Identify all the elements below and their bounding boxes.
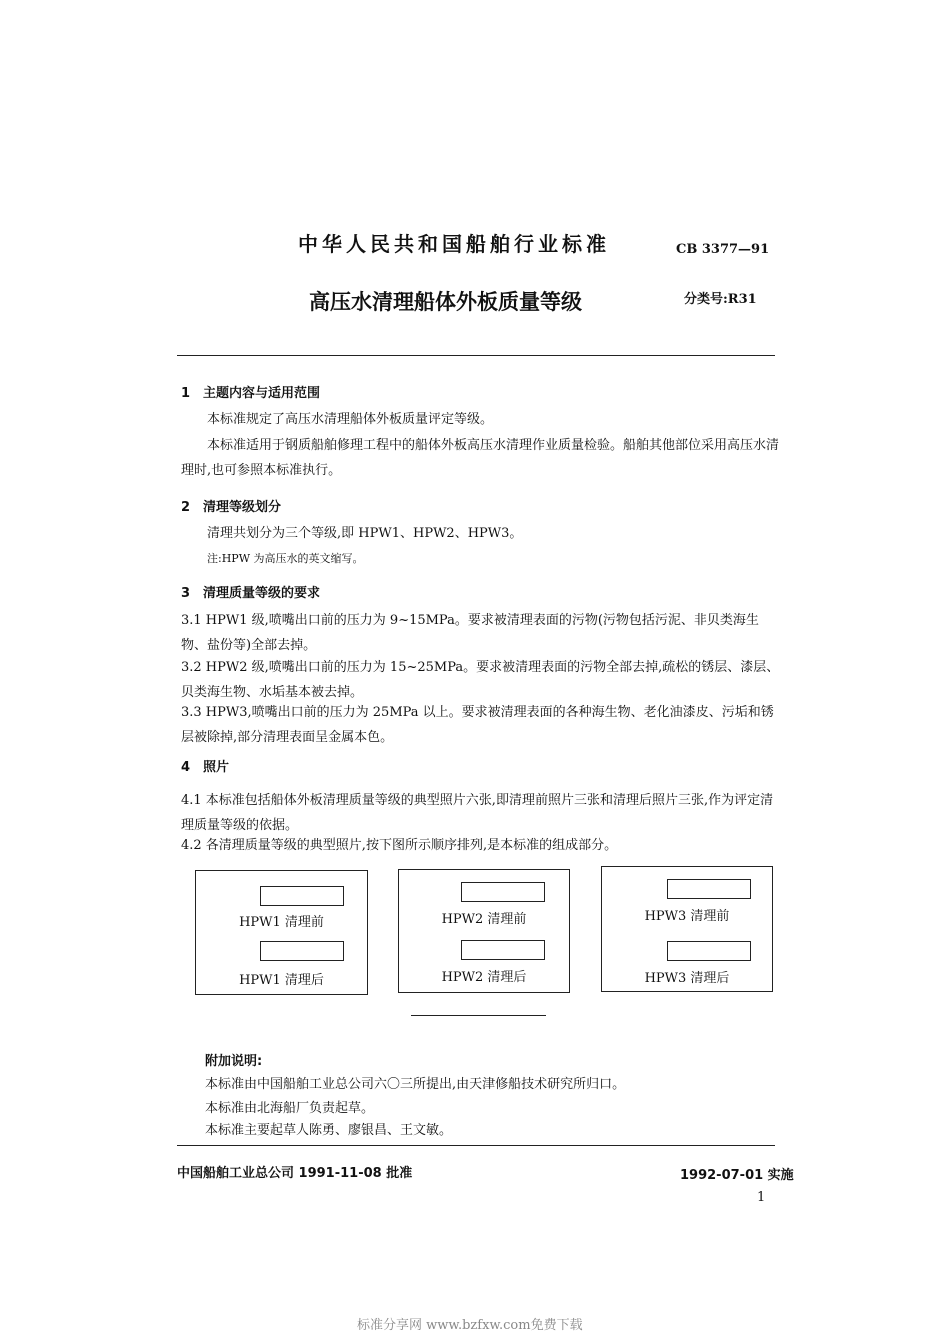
photo-placeholder <box>667 879 751 899</box>
section-3-3: 3.3 HPW3,喷嘴出口前的压力为 25MPa 以上。要求被清理表面的各种海生物、老化油漆皮、污垢和锈层被除掉,部分清理表面呈金属本色。 <box>181 705 774 745</box>
photo-label: HPW1 清理后 <box>239 973 324 988</box>
photo-placeholder <box>260 886 344 906</box>
footer-divider <box>177 1145 775 1146</box>
photo-placeholder <box>461 940 545 960</box>
effective-date: 1992-07-01 实施 <box>680 1168 794 1183</box>
section-4-2: 4.2 各清理质量等级的典型照片,按下图所示顺序排列,是本标准的组成部分。 <box>181 838 618 853</box>
section-4-heading: 4 照片 <box>181 760 230 775</box>
photo-placeholder <box>461 882 545 902</box>
section-1-para-2: 本标准适用于钢质船舶修理工程中的船体外板高压水清理作业质量检验。船舶其他部位采用高压水清理时,也可参照本标准执行。 <box>181 438 780 478</box>
section-3-heading: 3 清理质量等级的要求 <box>181 586 321 601</box>
approval-line: 中国船舶工业总公司 1991-11-08 批准 <box>177 1166 413 1181</box>
header-divider <box>177 355 775 356</box>
photo-group-hpw3 <box>601 866 773 992</box>
photo-label: HPW2 清理后 <box>441 970 527 985</box>
watermark: 标准分享网 www.bzfxw.com免费下载 <box>357 1318 583 1333</box>
photo-placeholder <box>260 941 344 961</box>
page-number: 1 <box>757 1190 766 1205</box>
section-2-para: 清理共划分为三个等级,即 HPW1、HPW2、HPW3。 <box>207 526 523 541</box>
photo-placeholder <box>667 941 751 961</box>
document-title: 高压水清理船体外板质量等级 <box>309 290 582 314</box>
photo-group-hpw1 <box>195 870 368 995</box>
photo-group-hpw2 <box>398 869 570 993</box>
section-2-heading: 2 清理等级划分 <box>181 500 282 515</box>
appendix-title: 附加说明: <box>205 1054 263 1069</box>
photo-label: HPW3 清理后 <box>644 971 730 986</box>
section-2-note: 注:HPW 为高压水的英文缩写。 <box>207 552 364 565</box>
section-1-para-1: 本标准规定了高压水清理船体外板质量评定等级。 <box>207 412 494 427</box>
section-3-2: 3.2 HPW2 级,喷嘴出口前的压力为 15~25MPa。要求被清理表面的污物全部去掉,疏松的锈层、漆层、贝类海生物、水垢基本被去掉。 <box>181 660 780 700</box>
diagram-end-rule <box>411 1015 546 1016</box>
classification-number: 分类号:R31 <box>684 292 757 307</box>
photo-label: HPW3 清理前 <box>644 909 730 924</box>
standard-code: CB 3377—91 <box>676 242 770 257</box>
standard-org-title: 中华人民共和国船舶行业标准 <box>298 232 610 256</box>
appendix-line-3: 本标准主要起草人陈勇、廖银昌、王文敏。 <box>205 1123 453 1138</box>
section-3-1: 3.1 HPW1 级,喷嘴出口前的压力为 9~15MPa。要求被清理表面的污物(污物包括污泥、非贝类海生物、盐份等)全部去掉。 <box>181 613 759 653</box>
appendix-line-2: 本标准由北海船厂负责起草。 <box>205 1101 375 1116</box>
section-4-1: 4.1 本标准包括船体外板清理质量等级的典型照片六张,即清理前照片三张和清理后照片三张,作为评定清理质量等级的依据。 <box>181 793 774 833</box>
photo-label: HPW2 清理前 <box>441 912 527 927</box>
photo-label: HPW1 清理前 <box>239 915 324 930</box>
appendix-line-1: 本标准由中国船舶工业总公司六〇三所提出,由天津修船技术研究所归口。 <box>205 1077 626 1092</box>
section-1-heading: 1 主题内容与适用范围 <box>181 386 321 401</box>
